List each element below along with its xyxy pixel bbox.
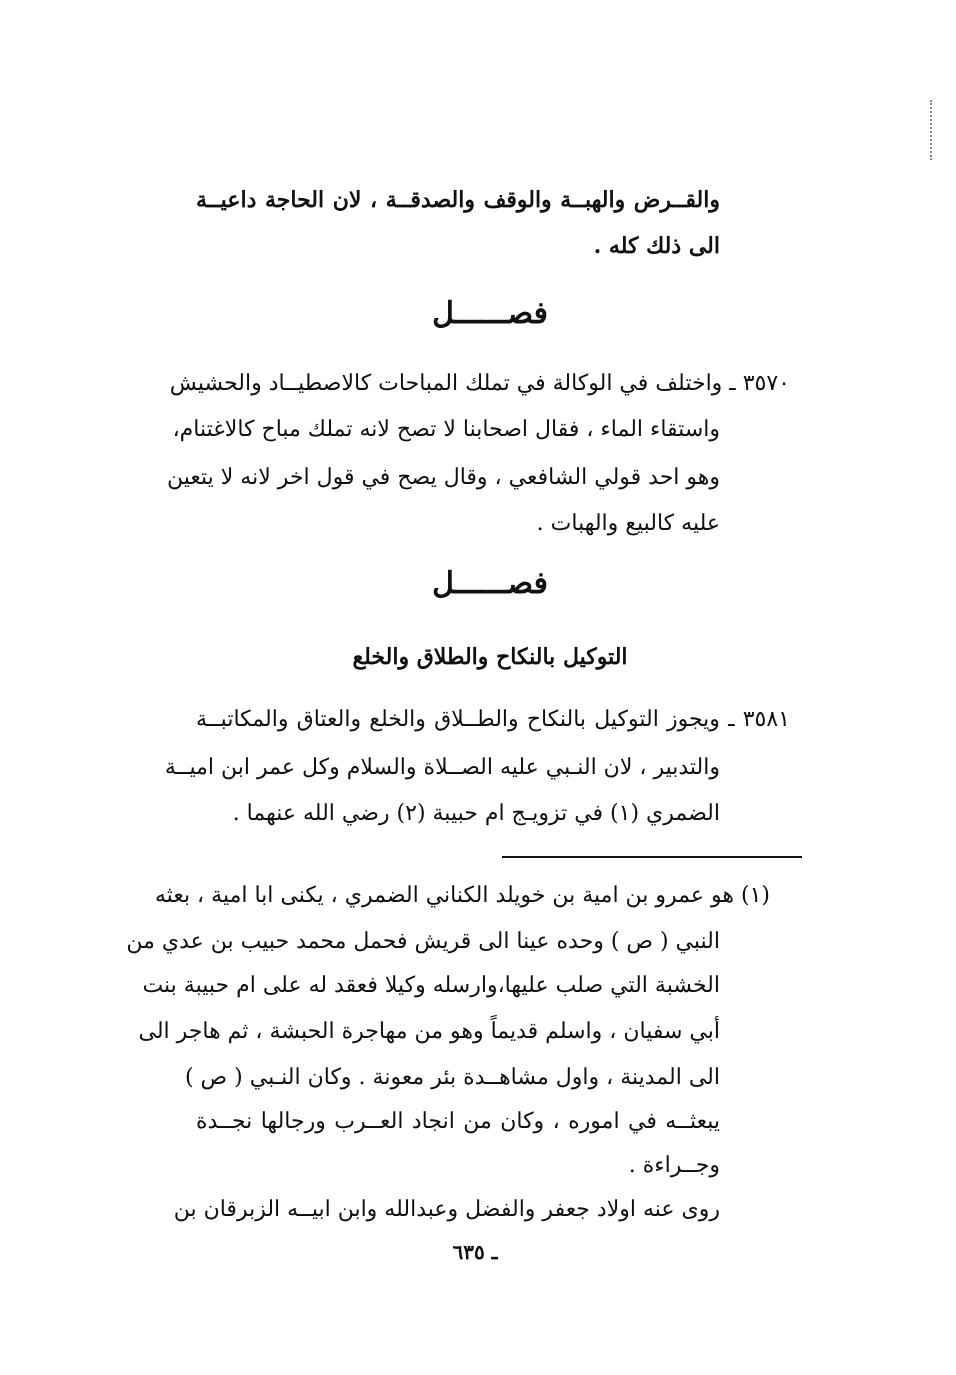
footnote-line: النبي ( ص ) وحده عينا الى قريش فحمل محمد حبيب بن عدي من <box>126 929 720 954</box>
paragraph-line: وهو احد قولي الشافعي ، وقال يصح في قول اخر لانه لا يتعين <box>167 465 720 490</box>
footnote-line: الى المدينة ، واول مشاهــدة بئر معونة . وكان النـبي ( ص ) <box>184 1065 720 1090</box>
paragraph-line: ٣٥٧٠ ـ واختلف في الوكالة في تملك المباحات كالاصطيــاد والحشيش <box>169 371 790 396</box>
footnote-line: روى عنه اولاد جعفر والفضل وعبدالله وابن ابيــه الزبرقان بن <box>173 1197 720 1222</box>
page-number: ـ ٦٣٥ <box>452 1240 498 1264</box>
footnote-line: الخشبة التي صلب عليها،وارسله وكيلا فعقد له على ام حبيبة بنت <box>142 973 720 998</box>
intro-line: الى ذلك كله . <box>593 233 720 259</box>
paragraph-line: ٣٥٨١ ـ ويجوز التوكيل بالنكاح والطــلاق والخلع والعتاق والمكاتبــة <box>196 707 790 732</box>
section-subtitle: التوكيل بالنكاح والطلاق والخلع <box>352 644 628 670</box>
paragraph-line: واستقاء الماء ، فقال اصحابنا لا تصح لانه تملك مباح كالاغتنام، <box>172 417 720 442</box>
paragraph-line: الضمري (١) في تزويـج ام حبيبة (٢) رضي الله عنهما . <box>232 801 720 826</box>
footnote-line: يبعثــه في اموره ، وكان من انجاد العــرب ورجالها نجــدة <box>196 1109 720 1134</box>
paragraph-line: والتدبير ، لان النـبي عليه الصــلاة والسلام وكل عمر ابن اميــة <box>164 755 720 780</box>
footnote-separator <box>502 856 802 858</box>
footnote-line: (١) هو عمرو بن امية بن خويلد الكناني الضمري ، يكنى ابا امية ، بعثه <box>154 883 770 908</box>
section-heading: فصــــــل <box>432 296 548 331</box>
paragraph-line: عليه كالبيع والهبات . <box>536 511 720 536</box>
scan-edge-mark <box>930 100 932 160</box>
section-heading: فصــــــل <box>432 566 548 601</box>
intro-line: والقــرض والهبــة والوقف والصدقــة ، لان الحاجة داعيــة <box>196 187 720 213</box>
footnote-line: وجــراءة . <box>628 1153 720 1178</box>
footnote-line: أبي سفيان ، واسلم قديماً وهو من مهاجرة الحبشة ، ثم هاجر الى <box>138 1019 720 1044</box>
